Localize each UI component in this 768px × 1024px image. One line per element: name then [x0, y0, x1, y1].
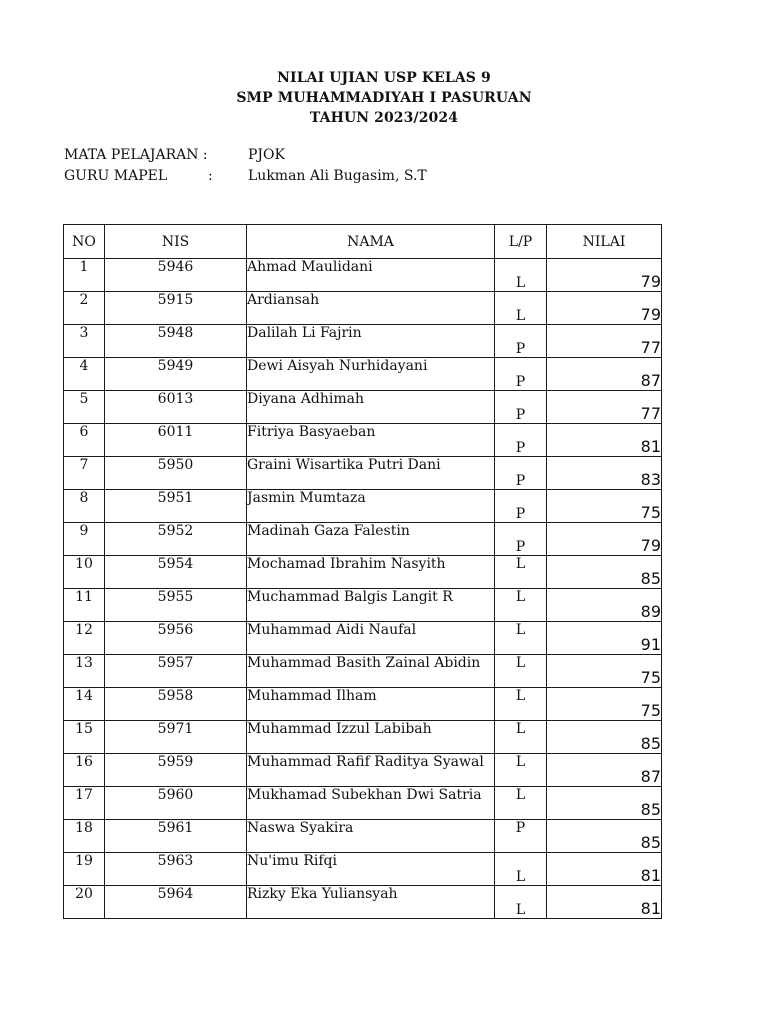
cell-no: 2: [64, 292, 105, 325]
cell-no: 4: [64, 358, 105, 391]
cell-nama: Ardiansah: [247, 292, 495, 325]
table-body: [64, 259, 662, 919]
cell-nama: Muchammad Balgis Langit R: [247, 589, 495, 622]
cell-no: 14: [64, 688, 105, 721]
cell-nilai: 85: [547, 556, 662, 589]
cell-nama: Madinah Gaza Falestin: [247, 523, 495, 556]
table-row: [64, 820, 662, 853]
cell-nilai: 85: [547, 820, 662, 853]
subject-row: [64, 145, 427, 166]
cell-no: 16: [64, 754, 105, 787]
cell-nis: 5948: [105, 325, 247, 358]
table-row: [64, 589, 662, 622]
cell-nis: 5964: [105, 886, 247, 919]
cell-nama: Graini Wisartika Putri Dani: [247, 457, 495, 490]
cell-no: 7: [64, 457, 105, 490]
cell-lp: L: [495, 622, 547, 655]
cell-lp: L: [495, 721, 547, 754]
cell-no: 18: [64, 820, 105, 853]
cell-nilai: 79: [547, 259, 662, 292]
cell-nis: 5915: [105, 292, 247, 325]
cell-nama: Muhammad Aidi Naufal: [247, 622, 495, 655]
teacher-row: [64, 166, 427, 187]
cell-lp: L: [495, 292, 547, 325]
table-row: [64, 391, 662, 424]
cell-no: 8: [64, 490, 105, 523]
cell-nama: Naswa Syakira: [247, 820, 495, 853]
cell-lp: L: [495, 787, 547, 820]
table-row: [64, 787, 662, 820]
cell-lp: L: [495, 589, 547, 622]
table-row: [64, 655, 662, 688]
cell-nis: 5952: [105, 523, 247, 556]
cell-nilai: 91: [547, 622, 662, 655]
table-row: [64, 259, 662, 292]
cell-nilai: 81: [547, 853, 662, 886]
cell-nis: 5949: [105, 358, 247, 391]
cell-no: 13: [64, 655, 105, 688]
cell-no: 1: [64, 259, 105, 292]
cell-no: 3: [64, 325, 105, 358]
document-meta: [64, 145, 427, 187]
table-row: [64, 358, 662, 391]
teacher-value: Lukman Ali Bugasim, S.T: [248, 168, 427, 184]
cell-lp: P: [495, 358, 547, 391]
cell-no: 19: [64, 853, 105, 886]
document-heading: [0, 68, 768, 128]
cell-nama: Muhammad Rafif Raditya Syawal: [247, 754, 495, 787]
cell-lp: P: [495, 391, 547, 424]
cell-lp: P: [495, 424, 547, 457]
cell-nilai: 75: [547, 655, 662, 688]
cell-lp: P: [495, 457, 547, 490]
cell-nama: Diyana Adhimah: [247, 391, 495, 424]
cell-no: 15: [64, 721, 105, 754]
cell-nama: Mukhamad Subekhan Dwi Satria: [247, 787, 495, 820]
cell-nis: 5946: [105, 259, 247, 292]
cell-nama: Rizky Eka Yuliansyah: [247, 886, 495, 919]
cell-no: 9: [64, 523, 105, 556]
cell-nis: 5958: [105, 688, 247, 721]
cell-nilai: 77: [547, 391, 662, 424]
cell-lp: P: [495, 523, 547, 556]
teacher-label: GURU MAPEL: [64, 168, 168, 184]
cell-lp: P: [495, 490, 547, 523]
cell-nama: Fitriya Basyaeban: [247, 424, 495, 457]
column-header-nis: NIS: [105, 225, 247, 259]
table-row: [64, 523, 662, 556]
cell-lp: L: [495, 688, 547, 721]
heading-line-1: NILAI UJIAN USP KELAS 9: [277, 70, 491, 86]
subject-label: MATA PELAJARAN :: [64, 147, 208, 163]
cell-nama: Muhammad Izzul Labibah: [247, 721, 495, 754]
table-row: [64, 457, 662, 490]
heading-line-3: TAHUN 2023/2024: [309, 110, 459, 126]
table-row: [64, 886, 662, 919]
cell-no: 11: [64, 589, 105, 622]
cell-nilai: 83: [547, 457, 662, 490]
heading-line-2: SMP MUHAMMADIYAH I PASURUAN: [236, 90, 532, 106]
cell-lp: L: [495, 754, 547, 787]
cell-nama: Jasmin Mumtaza: [247, 490, 495, 523]
grades-table: [63, 224, 662, 919]
cell-nis: 5954: [105, 556, 247, 589]
table-row: [64, 424, 662, 457]
cell-nis: 5955: [105, 589, 247, 622]
table-row: [64, 292, 662, 325]
table-row: [64, 721, 662, 754]
teacher-colon: :: [208, 168, 213, 184]
cell-no: 6: [64, 424, 105, 457]
column-header-no: NO: [64, 225, 105, 259]
cell-nilai: 85: [547, 787, 662, 820]
cell-nis: 5950: [105, 457, 247, 490]
cell-nilai: 89: [547, 589, 662, 622]
cell-nama: Dewi Aisyah Nurhidayani: [247, 358, 495, 391]
cell-nis: 6013: [105, 391, 247, 424]
cell-lp: L: [495, 886, 547, 919]
cell-nama: Ahmad Maulidani: [247, 259, 495, 292]
table-row: [64, 754, 662, 787]
cell-nilai: 81: [547, 886, 662, 919]
cell-nilai: 77: [547, 325, 662, 358]
cell-no: 12: [64, 622, 105, 655]
cell-nama: Muhammad Basith Zainal Abidin: [247, 655, 495, 688]
cell-nis: 5971: [105, 721, 247, 754]
cell-lp: L: [495, 556, 547, 589]
table-row: [64, 490, 662, 523]
subject-value: PJOK: [248, 147, 285, 163]
cell-nis: 6011: [105, 424, 247, 457]
cell-nis: 5959: [105, 754, 247, 787]
cell-nilai: 75: [547, 490, 662, 523]
table-row: [64, 853, 662, 886]
cell-no: 5: [64, 391, 105, 424]
cell-no: 20: [64, 886, 105, 919]
cell-lp: P: [495, 820, 547, 853]
table-row: [64, 325, 662, 358]
cell-lp: P: [495, 325, 547, 358]
table-row: [64, 622, 662, 655]
cell-nis: 5963: [105, 853, 247, 886]
cell-nis: 5960: [105, 787, 247, 820]
column-header-lp: L/P: [495, 225, 547, 259]
column-header-nama: NAMA: [247, 225, 495, 259]
cell-nama: Mochamad Ibrahim Nasyith: [247, 556, 495, 589]
table-header-row: [64, 225, 662, 259]
cell-no: 10: [64, 556, 105, 589]
cell-lp: L: [495, 655, 547, 688]
cell-lp: L: [495, 259, 547, 292]
cell-nis: 5956: [105, 622, 247, 655]
cell-nama: Muhammad Ilham: [247, 688, 495, 721]
cell-nilai: 75: [547, 688, 662, 721]
cell-nama: Dalilah Li Fajrin: [247, 325, 495, 358]
cell-nis: 5951: [105, 490, 247, 523]
cell-nilai: 79: [547, 523, 662, 556]
cell-nilai: 79: [547, 292, 662, 325]
cell-nilai: 81: [547, 424, 662, 457]
cell-nama: Nu'imu Rifqi: [247, 853, 495, 886]
cell-nilai: 87: [547, 358, 662, 391]
cell-nis: 5961: [105, 820, 247, 853]
table-row: [64, 688, 662, 721]
cell-no: 17: [64, 787, 105, 820]
column-header-nilai: NILAI: [547, 225, 662, 259]
cell-nilai: 87: [547, 754, 662, 787]
table-row: [64, 556, 662, 589]
cell-lp: L: [495, 853, 547, 886]
cell-nilai: 85: [547, 721, 662, 754]
cell-nis: 5957: [105, 655, 247, 688]
